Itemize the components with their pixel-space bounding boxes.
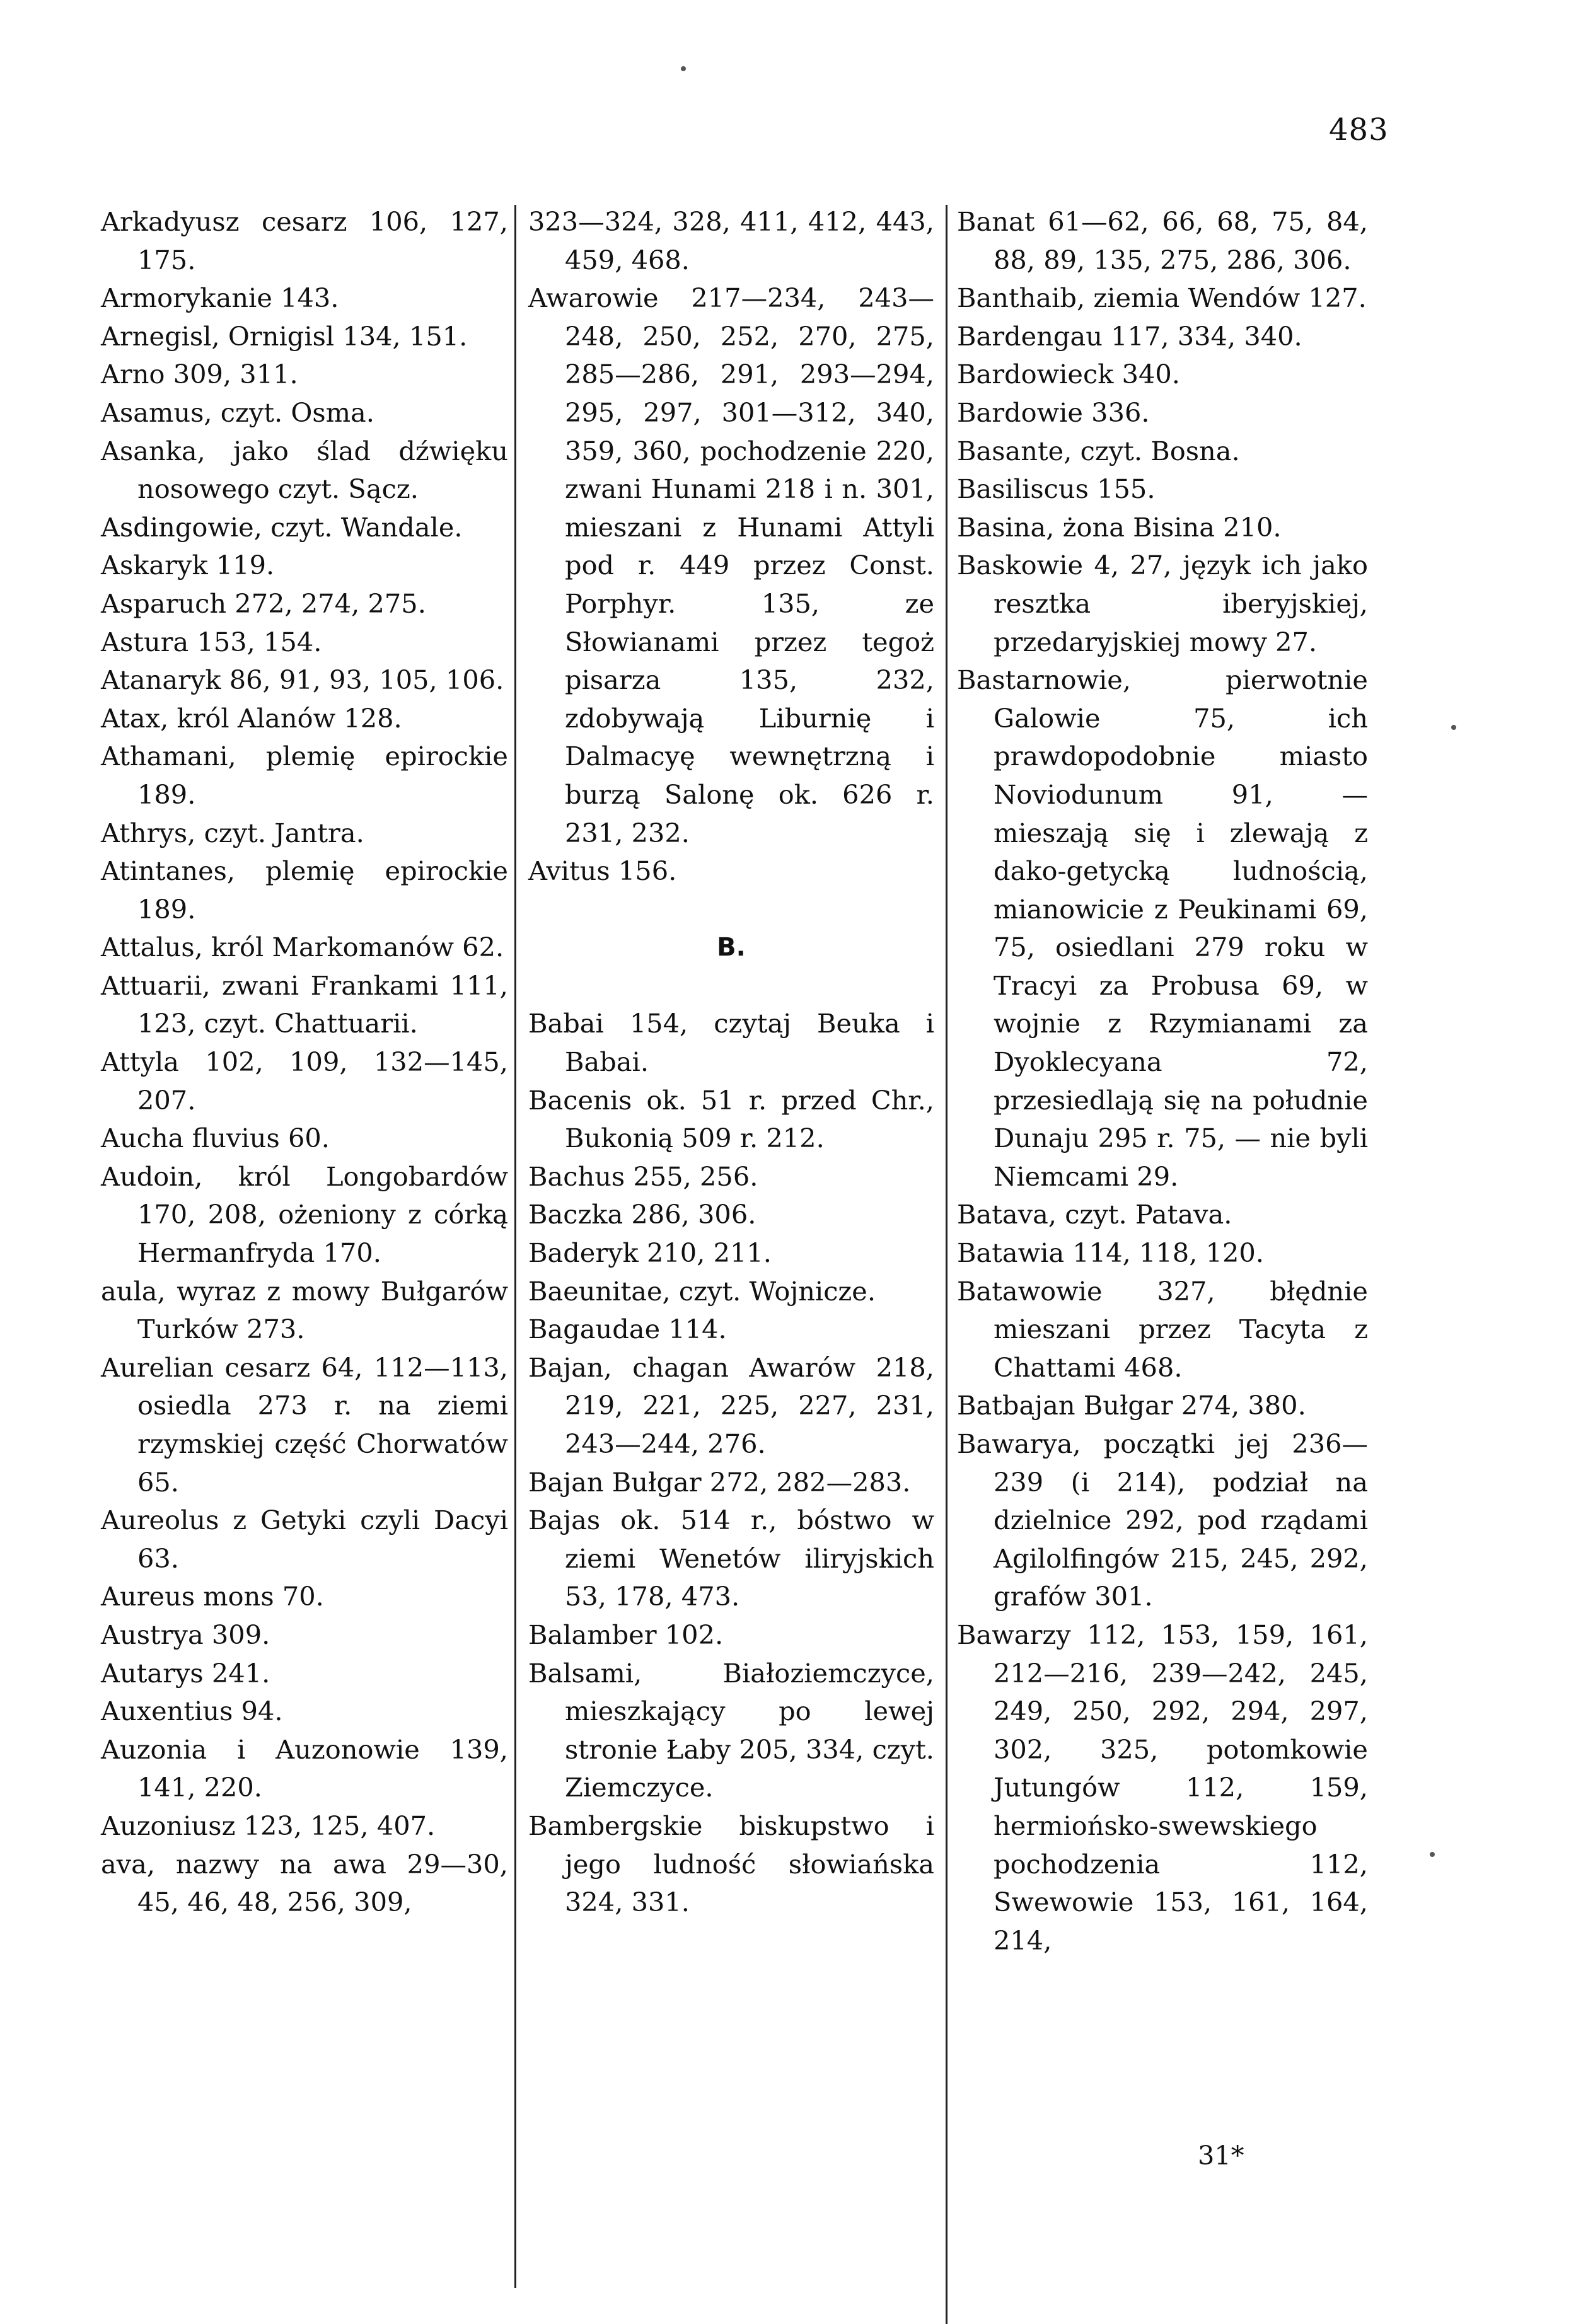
index-entry: Austrya 309.	[101, 1619, 270, 1650]
index-entry: Asparuch 272, 274, 275.	[101, 587, 426, 619]
index-entry: Attyla 102, 109, 132—145, 207.	[101, 1046, 508, 1116]
index-entry: Basina, żona Bisina 210.	[957, 511, 1282, 543]
index-entry: Auzoniusz 123, 125, 407.	[101, 1810, 436, 1841]
index-entry: Bacenis ok. 51 r. przed Chr., Bukonią 509 r. 212.	[528, 1084, 934, 1154]
index-entry: Arno 309, 311.	[101, 359, 298, 390]
index-entry: Baderyk 210, 211.	[528, 1237, 772, 1269]
index-entry: Aurelian cesarz 64, 112—113, osiedla 273 r. na ziemi rzymskiej część Chorwatów 65.	[101, 1351, 508, 1498]
index-entry: Bajan, chagan Awarów 218, 219, 221, 225, 227, 231, 243—244, 276.	[528, 1351, 934, 1459]
index-entry: Askaryk 119.	[101, 550, 275, 581]
index-entry: Aureolus z Getyki czyli Dacyi 63.	[101, 1505, 508, 1574]
index-entry: Athamani, plemię epirockie 189.	[101, 741, 508, 810]
column-divider-right	[946, 205, 947, 2324]
index-entry: Arkadyusz cesarz 106, 127, 175.	[101, 206, 508, 275]
paper-speck	[1430, 1852, 1435, 1857]
index-entry: Batava, czyt. Patava.	[957, 1199, 1232, 1230]
index-entry: Baskowie 4, 27, język ich jako resztka iberyjskiej, przedaryjskiej mowy 27.	[957, 550, 1368, 657]
index-entry: Balsami, Białoziemczyce, mieszkający po lewej stronie Łaby 205, 334, czyt. Ziemczyce.	[528, 1657, 934, 1803]
index-entry: Arnegisl, Ornigisl 134, 151.	[101, 320, 468, 352]
index-column-3	[957, 203, 1368, 1960]
paper-speck	[681, 66, 686, 71]
index-entry: Batbajan Bułgar 274, 380.	[957, 1390, 1306, 1421]
index-entry: Babai 154, czytaj Beuka i Babai.	[528, 1008, 934, 1078]
index-entry: aula, wyraz z mowy Bułgarów Turków 273.	[101, 1275, 508, 1345]
index-entry: Attuarii, zwani Frankami 111, 123, czyt. Chattuarii.	[101, 969, 508, 1039]
index-entry: Bagaudae 114.	[528, 1314, 727, 1345]
index-entry: Bawarya, początki jej 236—239 (i 214), podział na dzielnice 292, pod rządami Agilolfingów 215, 245, 292, grafów 301.	[957, 1428, 1368, 1612]
index-entry: Autarys 241.	[101, 1657, 270, 1689]
index-entry: Audoin, król Longobardów 170, 208, ożeniony z córką Hermanfryda 170.	[101, 1160, 508, 1269]
index-entry: Banthaib, ziemia Wendów 127.	[957, 282, 1367, 314]
index-entry: Atintanes, plemię epirockie 189.	[101, 855, 508, 925]
printer-signature: 31*	[1198, 2140, 1244, 2171]
index-entry: Auxentius 94.	[101, 1696, 283, 1727]
section-heading-b: B.	[717, 933, 746, 963]
column-divider-left	[514, 205, 516, 2288]
index-entry: Bardengau 117, 334, 340.	[957, 320, 1302, 352]
index-entry: Avitus 156.	[528, 855, 677, 887]
index-entry: Batawia 114, 118, 120.	[957, 1237, 1264, 1269]
index-entry: Armorykanie 143.	[101, 282, 339, 314]
index-entry: Awarowie 217—234, 243—248, 250, 252, 270, 275, 285—286, 291, 293—294, 295, 297, 301—312, 340, 359, 360, pochodzenie 220, zwani Hunami 218 i n. 301, mieszani z Hunami Attyli pod r. 449 przez Const. Porphyr. 135, ze Słowianami przez tegoż pisarza 135, 232, zdobywają Liburnię i Dalmacyę wewnętrzną i burzą Salonę ok. 626 r. 231, 232.	[528, 282, 934, 848]
index-entry: Bambergskie biskupstwo i jego ludność słowiańska 324, 331.	[528, 1810, 934, 1918]
index-entry: Bastarnowie, pierwotnie Galowie 75, ich prawdopodobnie miasto Noviodunum 91, — mieszają się i zlewają z dako-getycką ludnością, mianowicie z Peukinami 69, 75, osiedlani 279 roku w Tracyi za Probusa 69, w wojnie z Rzymianami za Dyoklecyana 72, przesiedlają się na południe Dunaju 295 r. 75, — nie byli Niemcami 29.	[957, 664, 1368, 1192]
index-entry: Asamus, czyt. Osma.	[101, 396, 374, 428]
index-entry: Bardowie 336.	[957, 396, 1150, 428]
index-entry: Athrys, czyt. Jantra.	[101, 817, 364, 848]
index-entry: Baeunitae, czyt. Wojnicze.	[528, 1275, 876, 1307]
index-entry: Atanaryk 86, 91, 93, 105, 106.	[101, 664, 504, 696]
index-entry: Bajas ok. 514 r., bóstwo w ziemi Wenetów iliryjskich 53, 178, 473.	[528, 1505, 934, 1612]
page-number: 483	[1329, 112, 1389, 147]
paper-speck	[1451, 725, 1456, 730]
index-entry: Basiliscus 155.	[957, 473, 1156, 505]
index-column-2	[528, 203, 934, 1922]
index-entry: 323—324, 328, 411, 412, 443, 459, 468.	[528, 206, 934, 275]
index-entry: Asdingowie, czyt. Wandale.	[101, 511, 463, 543]
index-entry: Astura 153, 154.	[101, 626, 322, 657]
index-entry: Bawarzy 112, 153, 159, 161, 212—216, 239—242, 245, 249, 250, 292, 294, 297, 302, 325, potomkowie Jutungów 112, 159, hermiońsko-swewskiego pochodzenia 112, Swewowie 153, 161, 164, 214,	[957, 1619, 1368, 1956]
index-entry: Balamber 102.	[528, 1619, 724, 1650]
index-entry: Atax, król Alanów 128.	[101, 702, 402, 734]
index-column-1	[101, 203, 508, 1922]
index-entry: Bajan Bułgar 272, 282—283.	[528, 1466, 911, 1498]
index-entry: Basante, czyt. Bosna.	[957, 435, 1240, 466]
index-entry: Aucha fluvius 60.	[101, 1123, 330, 1154]
index-entry: Batawowie 327, błędnie mieszani przez Tacyta z Chattami 468.	[957, 1275, 1368, 1383]
index-entry: Bardowieck 340.	[957, 359, 1180, 390]
index-entry: Banat 61—62, 66, 68, 75, 84, 88, 89, 135, 275, 286, 306.	[957, 206, 1368, 275]
index-entry: Bachus 255, 256.	[528, 1160, 758, 1192]
index-entry: Auzonia i Auzonowie 139, 141, 220.	[101, 1733, 508, 1803]
index-entry: Baczka 286, 306.	[528, 1199, 756, 1230]
index-entry: ava, nazwy na awa 29—30, 45, 46, 48, 256, 309,	[101, 1848, 508, 1918]
index-entry: Asanka, jako ślad dźwięku nosowego czyt. Sącz.	[101, 435, 508, 505]
index-entry: Aureus mons 70.	[101, 1581, 324, 1612]
index-entry: Attalus, król Markomanów 62.	[101, 932, 504, 963]
